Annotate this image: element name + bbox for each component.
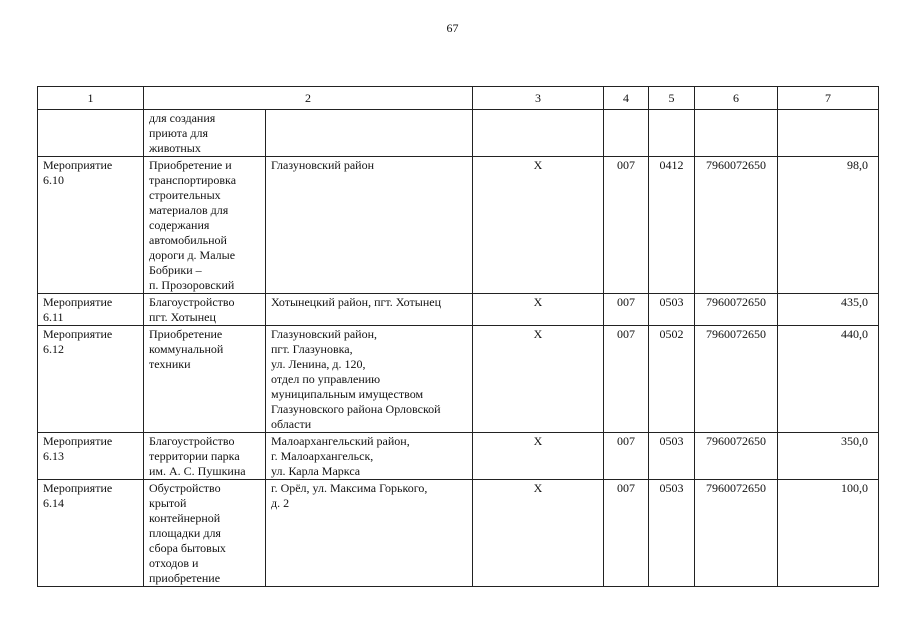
header-row (38, 87, 879, 110)
location-line: Малоархангельский район, (271, 434, 410, 448)
col6-cell: 7960072650 (695, 157, 778, 294)
col4-cell: 007 (604, 480, 649, 587)
col3-cell: Х (473, 433, 604, 480)
name-line: автомобильной (149, 233, 227, 247)
name-line: коммунальной (149, 342, 224, 356)
event-line: 6.12 (43, 342, 64, 356)
event-line: 6.13 (43, 449, 64, 463)
location-cell (266, 157, 473, 294)
col5-cell: 0412 (649, 157, 695, 294)
table-row (38, 326, 879, 433)
name-line: материалов для (149, 203, 229, 217)
location-line: д. 2 (271, 496, 290, 510)
name-line: пгт. Хотынец (149, 310, 216, 324)
location-line: ул. Ленина, д. 120, (271, 357, 366, 371)
name-cell (144, 433, 266, 480)
col4-cell (604, 110, 649, 157)
event-line: 6.10 (43, 173, 64, 187)
location-cell (266, 480, 473, 587)
name-line: им. А. С. Пушкина (149, 464, 246, 478)
col5-cell: 0502 (649, 326, 695, 433)
name-line: строительных (149, 188, 221, 202)
col4-cell: 007 (604, 326, 649, 433)
col7-cell: 350,0 (778, 433, 879, 480)
table-row (38, 433, 879, 480)
col7-cell: 440,0 (778, 326, 879, 433)
name-line: транспортировка (149, 173, 237, 187)
name-line: Благоустройство (149, 434, 235, 448)
location-line: области (271, 417, 312, 431)
name-cell (144, 294, 266, 326)
location-cell (266, 110, 473, 157)
event-line: Мероприятие (43, 481, 113, 495)
col5-cell (649, 110, 695, 157)
location-line: г. Орёл, ул. Максима Горького, (271, 481, 428, 495)
location-cell (266, 294, 473, 326)
header-cell-3: 3 (473, 87, 604, 110)
col5-cell: 0503 (649, 294, 695, 326)
col6-cell: 7960072650 (695, 433, 778, 480)
table-row (38, 110, 879, 157)
table-row (38, 480, 879, 587)
header-cell-2: 2 (144, 87, 473, 110)
name-line: приюта для (149, 126, 208, 140)
header-cell-7: 7 (778, 87, 879, 110)
col4-cell: 007 (604, 433, 649, 480)
page-number: 67 (446, 21, 459, 35)
name-line: Бобрики – (149, 263, 202, 277)
header-cell-1: 1 (38, 87, 144, 110)
event-line: Мероприятие (43, 434, 113, 448)
header-cell-5: 5 (649, 87, 695, 110)
event-cell (38, 433, 144, 480)
name-line: территории парка (149, 449, 240, 463)
budget-table (37, 86, 879, 587)
col3-cell: Х (473, 294, 604, 326)
event-cell (38, 480, 144, 587)
location-line: отдел по управлению (271, 372, 381, 386)
event-line: 6.14 (43, 496, 64, 510)
event-line: Мероприятие (43, 295, 113, 309)
table-row (38, 294, 879, 326)
header-cell-6: 6 (695, 87, 778, 110)
name-line: дороги д. Малые (149, 248, 236, 262)
name-line: п. Прозоровский (149, 278, 235, 292)
col7-cell (778, 110, 879, 157)
col5-cell: 0503 (649, 480, 695, 587)
col6-cell: 7960072650 (695, 294, 778, 326)
name-cell (144, 480, 266, 587)
location-cell (266, 326, 473, 433)
col3-cell: Х (473, 157, 604, 294)
name-line: отходов и (149, 556, 199, 570)
col3-cell: Х (473, 326, 604, 433)
name-line: площадки для (149, 526, 221, 540)
location-line: ул. Карла Маркса (271, 464, 361, 478)
table-body (38, 87, 879, 587)
location-line: муниципальным имуществом (271, 387, 424, 401)
name-line: крытой (149, 496, 187, 510)
col4-cell: 007 (604, 294, 649, 326)
col3-cell: Х (473, 480, 604, 587)
location-line: пгт. Глазуновка, (271, 342, 353, 356)
col3-cell (473, 110, 604, 157)
col6-cell: 7960072650 (695, 480, 778, 587)
col7-cell: 100,0 (778, 480, 879, 587)
location-cell (266, 433, 473, 480)
name-line: Приобретение (149, 327, 223, 341)
location-line: Глазуновского района Орловской (271, 402, 441, 416)
name-line: техники (149, 357, 191, 371)
event-cell (38, 157, 144, 294)
col4-cell: 007 (604, 157, 649, 294)
name-line: Приобретение и (149, 158, 232, 172)
name-line: сбора бытовых (149, 541, 226, 555)
event-cell (38, 294, 144, 326)
name-cell (144, 110, 266, 157)
name-line: Благоустройство (149, 295, 235, 309)
location-line: Глазуновский район, (271, 327, 378, 341)
name-line: для создания (149, 111, 216, 125)
location-line: Хотынецкий район, пгт. Хотынец (271, 295, 441, 309)
header-cell-4: 4 (604, 87, 649, 110)
location-line: Глазуновский район (271, 158, 375, 172)
name-line: животных (149, 141, 201, 155)
event-line: Мероприятие (43, 158, 113, 172)
name-cell (144, 326, 266, 433)
event-cell (38, 110, 144, 157)
name-line: приобретение (149, 571, 221, 585)
name-cell (144, 157, 266, 294)
event-line: 6.11 (43, 310, 64, 324)
event-line: Мероприятие (43, 327, 113, 341)
event-cell (38, 326, 144, 433)
col6-cell (695, 110, 778, 157)
name-line: содержания (149, 218, 210, 232)
location-line: г. Малоархангельск, (271, 449, 374, 463)
name-line: Обустройство (149, 481, 221, 495)
name-line: контейнерной (149, 511, 221, 525)
table-row (38, 157, 879, 294)
col5-cell: 0503 (649, 433, 695, 480)
col7-cell: 435,0 (778, 294, 879, 326)
col7-cell: 98,0 (778, 157, 879, 294)
col6-cell: 7960072650 (695, 326, 778, 433)
